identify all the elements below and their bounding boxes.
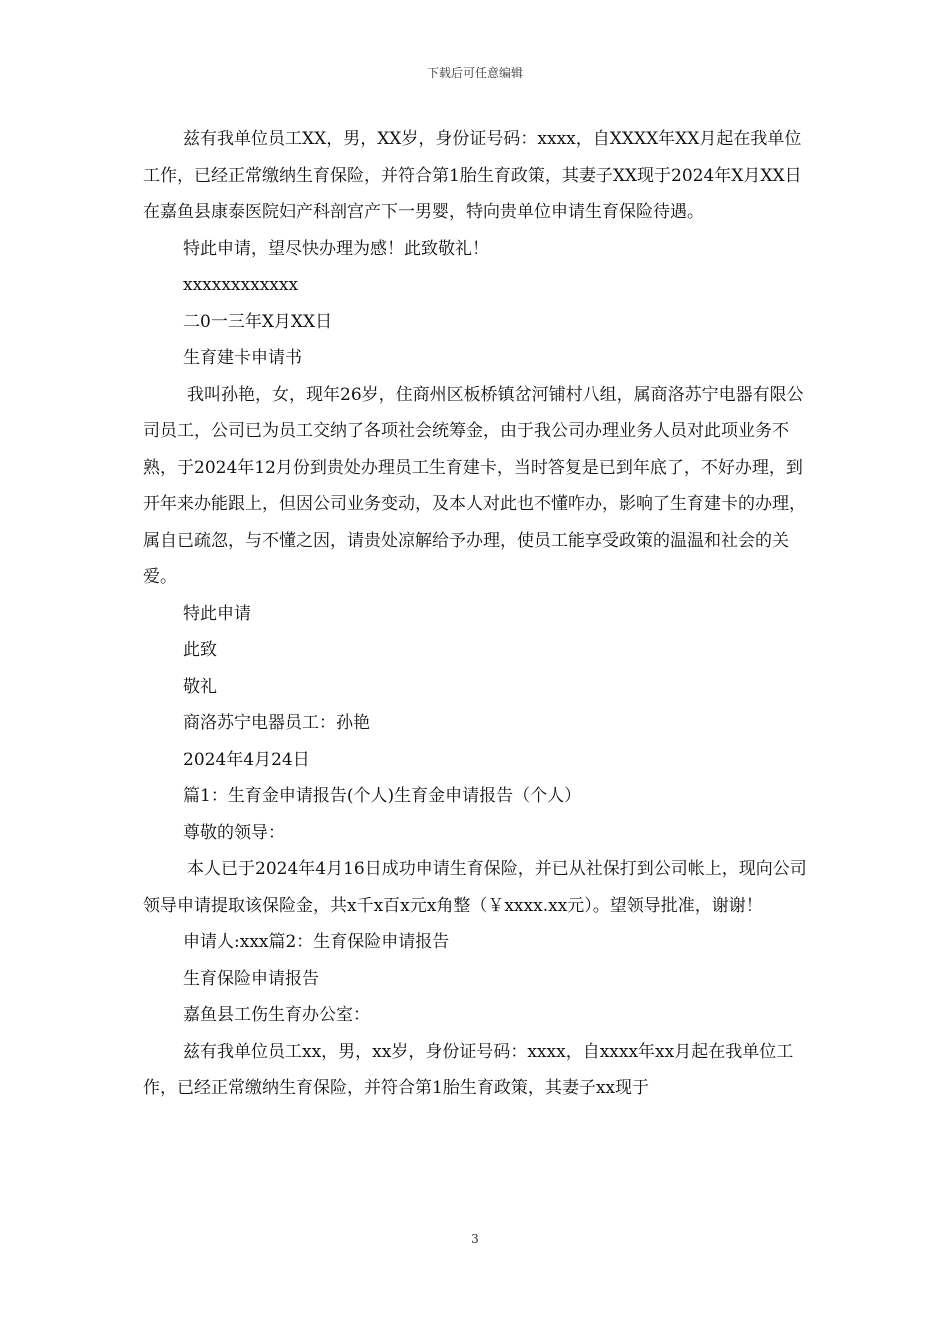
paragraph-fund-request-body: 本人已于2024年4月16日成功申请生育保险，并已从社保打到公司帐上，现向公司领导申请提取该保险金，共x千x百x元x角整（￥xxxx.xx元）。望领导批准，谢谢！ [143, 859, 807, 916]
paragraph-closing-1: 特此申请，望尽快办理为感！此致敬礼！ [183, 238, 489, 259]
page-header-note: 下载后可任意编辑 [426, 66, 523, 80]
paragraph-application-1: 兹有我单位员工XX，男，XX岁，身份证号码：xxxx，自XXXX年XX月起在我单位工作，已经正常缴纳生育保险，并符合第1胎生育政策，其妻子XX现于2024年X月XX日在嘉鱼县康泰医院妇产科剖宫产下一男婴，特向贵单位申请生育保险待遇。 [143, 129, 802, 222]
document-body [143, 121, 811, 1107]
paragraph-salutation-2: 敬礼 [183, 676, 217, 697]
page-number: 3 [471, 1232, 479, 1246]
paragraph-applicant-section-2: 申请人:xxx篇2：生育保险申请报告 [183, 932, 450, 952]
paragraph-date-2: 2024年4月24日 [183, 749, 310, 770]
paragraph-addressee: 嘉鱼县工伤生育办公室： [183, 1005, 370, 1025]
paragraph-signature-2: 商洛苏宁电器员工：孙艳 [183, 713, 370, 733]
paragraph-title-card-application: 生育建卡申请书 [183, 348, 302, 368]
paragraph-closing-2: 特此申请 [183, 603, 251, 624]
paragraph-section-2-title: 生育保险申请报告 [183, 968, 319, 989]
paragraph-application-2: 兹有我单位员工xx，男，xx岁，身份证号码：xxxx，自xxxx年xx月起在我单位工作，已经正常缴纳生育保险，并符合第1胎生育政策，其妻子xx现于 [143, 1041, 794, 1098]
paragraph-greeting: 尊敬的领导： [183, 822, 285, 843]
paragraph-section-1-title: 篇1：生育金申请报告(个人)生育金申请报告（个人） [183, 786, 582, 806]
paragraph-signature-1: xxxxxxxxxxxx [183, 275, 299, 295]
paragraph-salutation-1: 此致 [183, 640, 217, 660]
paragraph-date-1: 二0一三年X月XX日 [183, 311, 333, 332]
paragraph-card-application-body: 我叫孙艳，女，现年26岁，住商州区板桥镇岔河铺村八组，属商洛苏宁电器有限公司员工，公司已为员工交纳了各项社会统筹金，由于我公司办理业务人员对此项业务不熟，于2024年12月份到贵处办理员工生育建卡，当时答复是已到年底了，不好办理，到开年来办能跟上，但因公司业务变动，及本人对此也不懂咋办，影响了生育建卡的办理，属自已疏忽，与不懂之因，请贵处凉解给予办理，使员工能享受政策的温温和社会的关爱。 [143, 384, 806, 587]
